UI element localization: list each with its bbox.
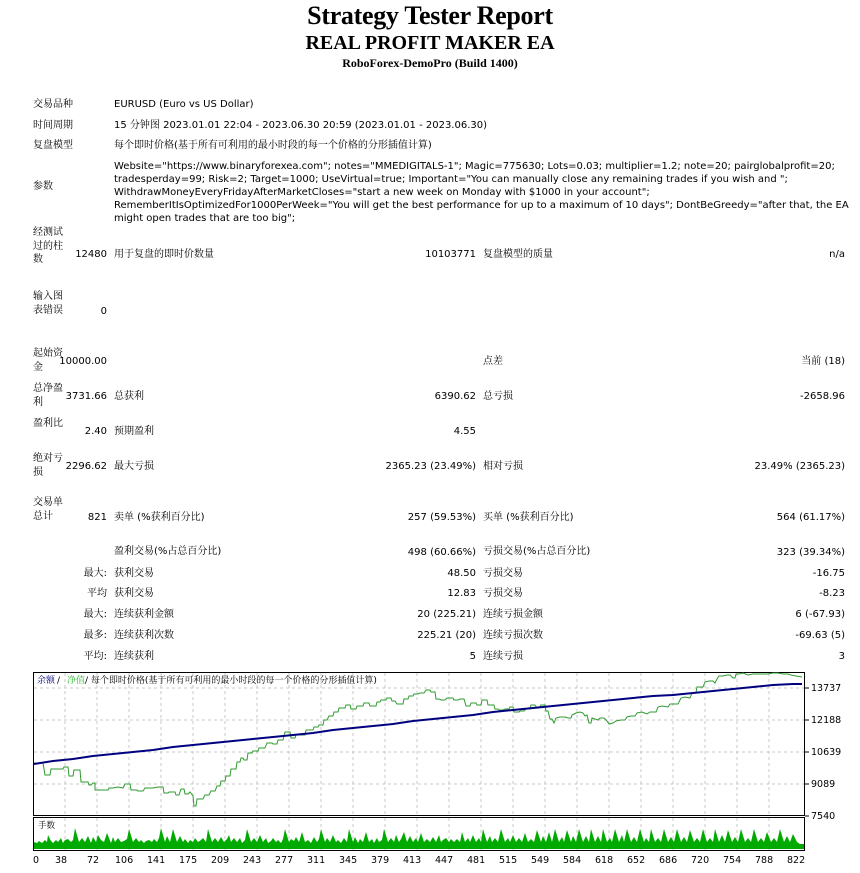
svg-text:10639: 10639	[811, 747, 842, 758]
legend-balance: 余额	[37, 676, 56, 686]
deposit-label: 起始资金	[33, 348, 63, 373]
model-value: 每个即时价格(基于所有可利用的最小时段的每一个价格的分形插值计算)	[114, 140, 432, 151]
net-profit-value: 3731.66	[65, 391, 107, 402]
net-profit-label: 总净盈利	[33, 383, 63, 408]
gross-profit-value: 6390.62	[434, 391, 476, 402]
deposit-value: 10000.00	[59, 356, 107, 367]
svg-text:584: 584	[563, 855, 582, 866]
svg-text:243: 243	[243, 855, 262, 866]
svg-text:12188: 12188	[811, 715, 842, 726]
expected-payoff-value: 4.55	[453, 426, 476, 437]
avg-consec-wins-label: 连续获利	[114, 651, 154, 662]
abs-drawdown-label: 绝对亏损	[33, 453, 63, 478]
avg-profit-label: 获利交易	[114, 588, 154, 599]
avg-loss-label: 亏损交易	[483, 588, 523, 599]
svg-text:345: 345	[339, 855, 358, 866]
errors-value: 0	[100, 306, 107, 317]
svg-text:447: 447	[435, 855, 454, 866]
bars-value: 12480	[75, 249, 107, 260]
loss-trades-value: 323 (39.34%)	[776, 547, 845, 558]
max-consec-losses-label: 连续亏损金额	[483, 609, 543, 620]
largest-loss-label: 亏损交易	[483, 568, 523, 579]
max-drawdown-label: 最大亏损	[114, 461, 154, 472]
ticks-value: 10103771	[425, 249, 476, 260]
svg-text:209: 209	[211, 855, 230, 866]
y-axis	[805, 683, 841, 822]
svg-text:754: 754	[723, 855, 742, 866]
params-label: 参数	[33, 181, 53, 192]
largest-profit-label: 获利交易	[114, 568, 154, 579]
maximal-consec-loss-label: 连续亏损次数	[483, 630, 543, 641]
svg-text:549: 549	[531, 855, 550, 866]
rel-drawdown-value: 23.49% (2365.23)	[754, 461, 845, 472]
gross-loss-value: -2658.96	[800, 391, 845, 402]
maximal-consec-profit-value: 225.21 (20)	[417, 630, 476, 641]
svg-text:788: 788	[755, 855, 774, 866]
svg-text:9089: 9089	[811, 779, 836, 790]
avg-consec-losses-value: 3	[838, 651, 845, 662]
max-drawdown-value: 2365.23 (23.49%)	[385, 461, 476, 472]
svg-text:413: 413	[403, 855, 422, 866]
svg-text:277: 277	[275, 855, 294, 866]
server-build: RoboForex-DemoPro (Build 1400)	[342, 56, 518, 70]
long-trades-value: 564 (61.17%)	[776, 512, 845, 523]
total-trades-value: 821	[87, 512, 107, 523]
short-trades-label: 卖单 (%获利百分比)	[114, 512, 205, 523]
spread-value: 当前 (18)	[801, 356, 845, 367]
max-consec-wins-label: 连续获利金额	[114, 609, 174, 620]
profit-factor-label: 盈利比	[33, 418, 63, 429]
largest-loss-value: -16.75	[812, 568, 845, 579]
balance-equity-chart	[33, 672, 853, 872]
svg-text:686: 686	[659, 855, 678, 866]
total-trades-label: 交易单总计	[33, 497, 63, 522]
gross-profit-label: 总获利	[114, 391, 144, 402]
volume-label: 手数	[38, 821, 56, 831]
avg-consec-wins-value: 5	[469, 651, 476, 662]
symbol-value: EURUSD (Euro vs US Dollar)	[114, 99, 254, 110]
avg-profit-value: 12.83	[447, 588, 476, 599]
ticks-label: 用于复盘的即时价数量	[114, 249, 214, 260]
svg-text:618: 618	[595, 855, 614, 866]
svg-text:0: 0	[33, 855, 40, 866]
maximal-consec-profit-label: 连续获利次数	[114, 630, 174, 641]
loss-trades-label: 亏损交易(%占总百分比)	[483, 546, 591, 557]
legend-equity: 净值	[67, 676, 86, 686]
report-title: Strategy Tester Report	[307, 1, 553, 30]
short-trades-value: 257 (59.53%)	[407, 512, 476, 523]
legend-model: / 每个即时价格(基于所有可利用的最小时段的每一个价格的分形插值计算)	[85, 676, 377, 686]
model-label: 复盘模型	[33, 140, 73, 151]
max-prefix: 最大:	[83, 609, 107, 620]
svg-text:515: 515	[499, 855, 518, 866]
largest-profit-value: 48.50	[447, 568, 476, 579]
quality-value: n/a	[829, 249, 845, 260]
svg-text:175: 175	[179, 855, 198, 866]
legend-sep: /	[57, 676, 61, 686]
maximal-prefix: 最多:	[83, 630, 107, 641]
maximal-consec-loss-value: -69.63 (5)	[795, 630, 845, 641]
quality-label: 复盘模型的质量	[483, 249, 553, 260]
svg-text:13737: 13737	[811, 683, 842, 694]
profit-factor-value: 2.40	[84, 426, 107, 437]
avg-consec-prefix: 平均:	[83, 651, 107, 662]
svg-text:141: 141	[147, 855, 166, 866]
svg-text:106: 106	[115, 855, 134, 866]
long-trades-label: 买单 (%获利百分比)	[483, 512, 574, 523]
chart-svg	[33, 672, 853, 872]
svg-text:720: 720	[691, 855, 710, 866]
bars-label: 经测试过的柱数	[33, 227, 63, 265]
params-value: Website="https://www.binaryforexea.com"; notes="MMEDIGITALS-1"; Magic=775630; Lots=0.03; multiplier=1.2; note=20; pairglobalprofit=20; tradesperday=99; Risk=2; Target=1000; UseVirtual=true; Important="You can manually close any remaining trades if you wish and "; WithdrawMoneyEveryFridayAfterMarketCloses="start a new week on Monday with $1000 in your account"; RememberItIsOptimizedFor1000PerWeek="You will get the best performance for up to a maximum of 10 days"; DontBeGreedy="after that, the EA might open trades that are too big";	[114, 161, 849, 224]
svg-text:481: 481	[467, 855, 486, 866]
period-value: 15 分钟图 2023.01.01 22:04 - 2023.06.30 20:59 (2023.01.01 - 2023.06.30)	[114, 120, 488, 131]
max-consec-wins-value: 20 (225.21)	[417, 609, 476, 620]
symbol-label: 交易品种	[33, 99, 73, 110]
abs-drawdown-value: 2296.62	[65, 461, 107, 472]
avg-loss-value: -8.23	[819, 588, 845, 599]
svg-text:72: 72	[87, 855, 100, 866]
profit-trades-value: 498 (60.66%)	[407, 547, 476, 558]
errors-label: 输入图表错误	[33, 291, 63, 316]
gross-loss-label: 总亏损	[483, 391, 513, 402]
svg-text:652: 652	[627, 855, 646, 866]
max-consec-losses-value: 6 (-67.93)	[795, 609, 845, 620]
ea-name: REAL PROFIT MAKER EA	[305, 32, 555, 54]
svg-text:38: 38	[55, 855, 68, 866]
profit-trades-label: 盈利交易(%占总百分比)	[114, 546, 222, 557]
expected-payoff-label: 预期盈利	[114, 426, 154, 437]
rel-drawdown-label: 相对亏损	[483, 461, 523, 472]
svg-text:7540: 7540	[811, 811, 836, 822]
avg-consec-losses-label: 连续亏损	[483, 651, 523, 662]
period-label: 时间周期	[33, 120, 73, 131]
svg-text:379: 379	[371, 855, 390, 866]
spread-label: 点差	[483, 356, 503, 367]
svg-text:822: 822	[787, 855, 806, 866]
svg-text:311: 311	[307, 855, 326, 866]
average-prefix: 平均	[87, 588, 107, 599]
x-axis	[33, 855, 805, 866]
largest-prefix: 最大:	[83, 568, 107, 579]
